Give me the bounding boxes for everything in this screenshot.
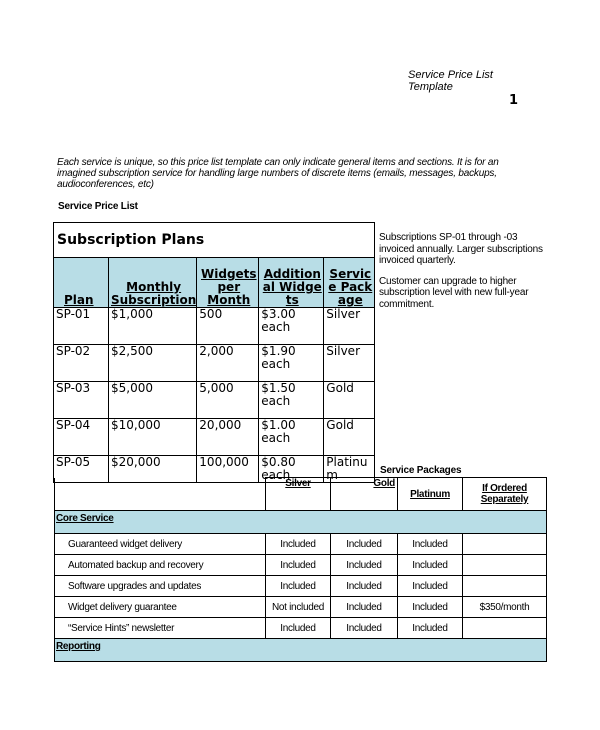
cell: 100,000 — [197, 456, 259, 483]
cell: SP-05 — [54, 456, 109, 483]
cell: SP-03 — [54, 382, 109, 419]
cell: Included — [331, 534, 398, 555]
cell: Silver — [324, 345, 375, 382]
packages-title: Service Packages — [380, 465, 462, 476]
cell: Included — [331, 576, 398, 597]
cell: Included — [398, 618, 463, 639]
cell: SP-04 — [54, 419, 109, 456]
table-row — [55, 534, 547, 555]
cell: $1.90 each — [259, 345, 324, 382]
cell: Included — [266, 618, 331, 639]
cell: Gold — [324, 419, 375, 456]
cell: Silver — [324, 308, 375, 345]
cell: Included — [331, 618, 398, 639]
col-header-widgets: Widgets per Month — [197, 258, 259, 308]
cell: 20,000 — [197, 419, 259, 456]
cell: 5,000 — [197, 382, 259, 419]
table-row — [54, 382, 375, 419]
cell: Included — [398, 576, 463, 597]
table-row — [54, 419, 375, 456]
cell: 2,000 — [197, 345, 259, 382]
col-header-separate: If Ordered Separately — [463, 478, 547, 511]
section-reporting: Reporting — [55, 639, 547, 662]
cell: Included — [398, 597, 463, 618]
cell: $2,500 — [109, 345, 197, 382]
cell — [463, 618, 547, 639]
cell: $10,000 — [109, 419, 197, 456]
cell — [463, 576, 547, 597]
table-row — [55, 555, 547, 576]
cell: 500 — [197, 308, 259, 345]
cell: Included — [398, 555, 463, 576]
note-invoicing: Subscriptions SP-01 through -03 invoiced annually. Larger subscriptions invoiced quarterly. — [379, 232, 543, 266]
notes — [379, 232, 544, 319]
feature-label: Automated backup and recovery — [55, 555, 266, 576]
cell: SP-01 — [54, 308, 109, 345]
col-header-platinum: Platinum — [398, 478, 463, 511]
note-upgrade: Customer can upgrade to higher subscription level with new full-year commitment. — [379, 275, 529, 310]
cell — [463, 534, 547, 555]
document-title: Service Price List Template — [408, 69, 493, 93]
table-row — [55, 576, 547, 597]
table-row — [54, 345, 375, 382]
cell: Included — [266, 534, 331, 555]
table-caption: Subscription Plans — [54, 223, 375, 258]
cell: Included — [266, 576, 331, 597]
feature-label: Software upgrades and updates — [55, 576, 266, 597]
cell: $1,000 — [109, 308, 197, 345]
col-header-gold: Gold — [331, 478, 398, 511]
cell: $1.50 each — [259, 382, 324, 419]
table-row — [55, 597, 547, 618]
section-title: Service Price List — [58, 201, 138, 212]
cell: Included — [331, 597, 398, 618]
service-packages-table — [54, 477, 547, 662]
cell: Included — [398, 534, 463, 555]
cell: SP-02 — [54, 345, 109, 382]
cell: $350/month — [463, 597, 547, 618]
page-number: 1 — [509, 93, 519, 108]
col-header-package: Service Package — [324, 258, 375, 308]
intro-paragraph: Each service is unique, so this price list template can only indicate general items and sections. It is for an imagined subscription service for handling large numbers of discrete items (emails, messages, backups, audioconferences, etc) — [57, 157, 499, 190]
cell: $5,000 — [109, 382, 197, 419]
table-row — [55, 618, 547, 639]
cell: $0.80 each — [259, 456, 324, 483]
cell — [463, 555, 547, 576]
cell: $1.00 each — [259, 419, 324, 456]
cell: Gold — [324, 382, 375, 419]
col-header-plan: Plan — [54, 258, 109, 308]
feature-label: Widget delivery guarantee — [55, 597, 266, 618]
table-row — [54, 308, 375, 345]
cell: Included — [266, 555, 331, 576]
section-core-service: Core Service — [55, 511, 547, 534]
col-header-silver: Silver — [266, 478, 331, 511]
cell: Not included — [266, 597, 331, 618]
col-header-feature — [55, 478, 266, 511]
col-header-monthly: Monthly Subscription — [109, 258, 197, 308]
subscription-plans-table — [53, 222, 375, 483]
cell: $20,000 — [109, 456, 197, 483]
cell: $3.00 each — [259, 308, 324, 345]
cell: Included — [331, 555, 398, 576]
col-header-additional: Additional Widgets — [259, 258, 324, 308]
feature-label: “Service Hints” newsletter — [55, 618, 266, 639]
feature-label: Guaranteed widget delivery — [55, 534, 266, 555]
cell: Platinum — [324, 456, 375, 483]
